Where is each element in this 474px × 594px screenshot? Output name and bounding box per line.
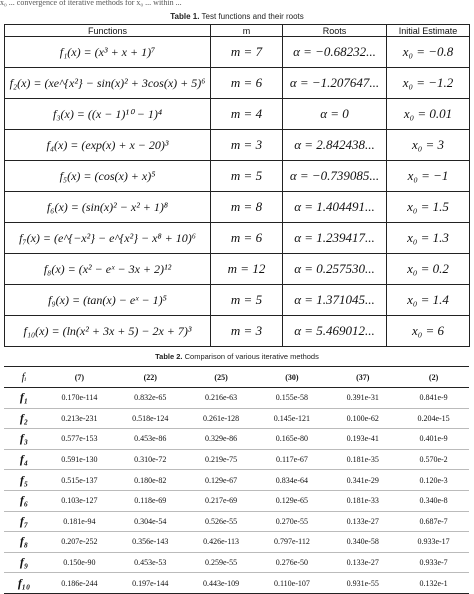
error-value-cell: 0.117e-67 [256,449,327,470]
error-value-cell: 0.129e-65 [256,490,327,511]
table2-row [4,449,469,470]
multiplicity-cell: m = 6 [211,223,283,254]
root-cell: α = −0.68232... [283,37,387,68]
table2-row [4,490,469,511]
table1-row [5,254,470,285]
function-cell: f₃(x) = ((x − 1)¹⁰ − 1)⁴ [5,99,211,130]
header-method-7: (7) [44,367,115,388]
table2-row [4,470,469,491]
error-value-cell: 0.391e-31 [327,388,398,409]
function-label-cell: f₃ [4,429,44,450]
function-label-cell: f₅ [4,470,44,491]
error-value-cell: 0.356e-143 [115,532,186,553]
function-label-cell: f₈ [4,532,44,553]
error-value-cell: 0.304e-54 [115,511,186,532]
error-value-cell: 0.329e-86 [186,429,257,450]
error-value-cell: 0.133e-27 [327,511,398,532]
function-cell: f₁₀(x) = (ln(x² + 3x + 5) − 2x + 7)³ [5,316,211,347]
initial-estimate-cell: x₀ = 1.3 [387,223,470,254]
header-method-2: (2) [398,367,469,388]
table1-header-row [5,25,470,37]
error-value-cell: 0.687e-7 [398,511,469,532]
error-value-cell: 0.216e-63 [186,388,257,409]
function-cell: f₁(x) = (x³ + x + 1)⁷ [5,37,211,68]
error-value-cell: 0.181e-33 [327,490,398,511]
header-fi: fᵢ [4,367,44,388]
table1-row [5,161,470,192]
error-value-cell: 0.933e-7 [398,552,469,573]
initial-estimate-cell: x₀ = −1 [387,161,470,192]
table2-row [4,429,469,450]
initial-estimate-cell: x₀ = 0.01 [387,99,470,130]
initial-estimate-cell: x₀ = −0.8 [387,37,470,68]
multiplicity-cell: m = 3 [211,130,283,161]
error-value-cell: 0.170e-114 [44,388,115,409]
function-cell: f₅(x) = (cos(x) + x)⁵ [5,161,211,192]
multiplicity-cell: m = 7 [211,37,283,68]
multiplicity-cell: m = 5 [211,161,283,192]
table2-row [4,552,469,573]
header-method-22: (22) [115,367,186,388]
error-value-cell: 0.120e-3 [398,470,469,491]
table1-caption [0,12,474,21]
error-value-cell: 0.310e-72 [115,449,186,470]
error-value-cell: 0.118e-69 [115,490,186,511]
error-value-cell: 0.132e-1 [398,573,469,594]
function-label-cell: f₂ [4,408,44,429]
error-value-cell: 0.180e-82 [115,470,186,491]
multiplicity-cell: m = 8 [211,192,283,223]
function-label-cell: f₁₀ [4,573,44,594]
initial-estimate-cell: x₀ = 3 [387,130,470,161]
error-value-cell: 0.129e-67 [186,470,257,491]
table1-row [5,68,470,99]
table2-caption-label: Table 2. [155,352,183,361]
error-value-cell: 0.213e-231 [44,408,115,429]
error-value-cell: 0.276e-50 [256,552,327,573]
error-value-cell: 0.443e-109 [186,573,257,594]
error-value-cell: 0.103e-127 [44,490,115,511]
header-functions: Functions [5,25,211,37]
error-value-cell: 0.186e-244 [44,573,115,594]
test-functions-table [4,24,470,347]
function-cell: f₈(x) = (x² − eˣ − 3x + 2)¹² [5,254,211,285]
error-value-cell: 0.797e-112 [256,532,327,553]
header-m: m [211,25,283,37]
error-value-cell: 0.197e-144 [115,573,186,594]
top-cut-text: x₀ ... convergence of iterative methods for x₀ ... within ... [0,0,182,7]
multiplicity-cell: m = 4 [211,99,283,130]
error-value-cell: 0.150e-90 [44,552,115,573]
error-value-cell: 0.270e-55 [256,511,327,532]
table1-row [5,223,470,254]
function-label-cell: f₇ [4,511,44,532]
table2-row [4,388,469,409]
error-value-cell: 0.259e-55 [186,552,257,573]
error-value-cell: 0.401e-9 [398,429,469,450]
header-initial-estimate: Initial Estimate [387,25,470,37]
header-method-37: (37) [327,367,398,388]
error-value-cell: 0.261e-128 [186,408,257,429]
error-value-cell: 0.526e-55 [186,511,257,532]
multiplicity-cell: m = 5 [211,285,283,316]
error-value-cell: 0.515e-137 [44,470,115,491]
error-value-cell: 0.453e-86 [115,429,186,450]
root-cell: α = 0.257530... [283,254,387,285]
table2-caption-text: Comparison of various iterative methods [184,352,319,361]
table1-row [5,130,470,161]
initial-estimate-cell: x₀ = 0.2 [387,254,470,285]
comparison-table [4,366,469,594]
root-cell: α = 5.469012... [283,316,387,347]
error-value-cell: 0.204e-15 [398,408,469,429]
table1-row [5,192,470,223]
table2-row [4,408,469,429]
multiplicity-cell: m = 3 [211,316,283,347]
root-cell: α = 0 [283,99,387,130]
function-label-cell: f₆ [4,490,44,511]
error-value-cell: 0.155e-58 [256,388,327,409]
header-method-30: (30) [256,367,327,388]
multiplicity-cell: m = 12 [211,254,283,285]
function-label-cell: f₄ [4,449,44,470]
error-value-cell: 0.834e-64 [256,470,327,491]
error-value-cell: 0.340e-58 [327,532,398,553]
error-value-cell: 0.341e-29 [327,470,398,491]
table2-caption [0,352,474,361]
error-value-cell: 0.207e-252 [44,532,115,553]
table1-row [5,99,470,130]
header-method-25: (25) [186,367,257,388]
initial-estimate-cell: x₀ = 6 [387,316,470,347]
function-cell: f₇(x) = (e^{−x²} − e^{x²} − x⁸ + 10)⁶ [5,223,211,254]
header-roots: Roots [283,25,387,37]
error-value-cell: 0.841e-9 [398,388,469,409]
error-value-cell: 0.165e-80 [256,429,327,450]
initial-estimate-cell: x₀ = −1.2 [387,68,470,99]
function-cell: f₄(x) = (exp(x) + x − 20)³ [5,130,211,161]
function-cell: f₆(x) = (sin(x)² − x² + 1)⁸ [5,192,211,223]
table2-row [4,511,469,532]
error-value-cell: 0.340e-8 [398,490,469,511]
table2-row [4,532,469,553]
table2-header-row [4,367,469,388]
function-cell: f₂(x) = (xe^{x²} − sin(x)² + 3cos(x) + 5)⁶ [5,68,211,99]
table1-caption-label: Table 1. [170,12,200,21]
error-value-cell: 0.931e-55 [327,573,398,594]
error-value-cell: 0.933e-17 [398,532,469,553]
table1-row [5,316,470,347]
table1-row [5,285,470,316]
error-value-cell: 0.570e-2 [398,449,469,470]
error-value-cell: 0.193e-41 [327,429,398,450]
initial-estimate-cell: x₀ = 1.5 [387,192,470,223]
error-value-cell: 0.217e-69 [186,490,257,511]
function-label-cell: f₉ [4,552,44,573]
function-label-cell: f₁ [4,388,44,409]
error-value-cell: 0.219e-75 [186,449,257,470]
root-cell: α = 1.371045... [283,285,387,316]
multiplicity-cell: m = 6 [211,68,283,99]
root-cell: α = 1.404491... [283,192,387,223]
function-cell: f₉(x) = (tan(x) − eˣ − 1)⁵ [5,285,211,316]
initial-estimate-cell: x₀ = 1.4 [387,285,470,316]
error-value-cell: 0.591e-130 [44,449,115,470]
error-value-cell: 0.453e-53 [115,552,186,573]
root-cell: α = −1.207647... [283,68,387,99]
error-value-cell: 0.110e-107 [256,573,327,594]
error-value-cell: 0.518e-124 [115,408,186,429]
table1-row [5,37,470,68]
error-value-cell: 0.832e-65 [115,388,186,409]
root-cell: α = 2.842438... [283,130,387,161]
root-cell: α = −0.739085... [283,161,387,192]
error-value-cell: 0.426e-113 [186,532,257,553]
root-cell: α = 1.239417... [283,223,387,254]
table1-caption-text: Test functions and their roots [201,12,304,21]
error-value-cell: 0.133e-27 [327,552,398,573]
error-value-cell: 0.100e-62 [327,408,398,429]
table2-row [4,573,469,594]
error-value-cell: 0.181e-94 [44,511,115,532]
error-value-cell: 0.577e-153 [44,429,115,450]
error-value-cell: 0.145e-121 [256,408,327,429]
error-value-cell: 0.181e-35 [327,449,398,470]
